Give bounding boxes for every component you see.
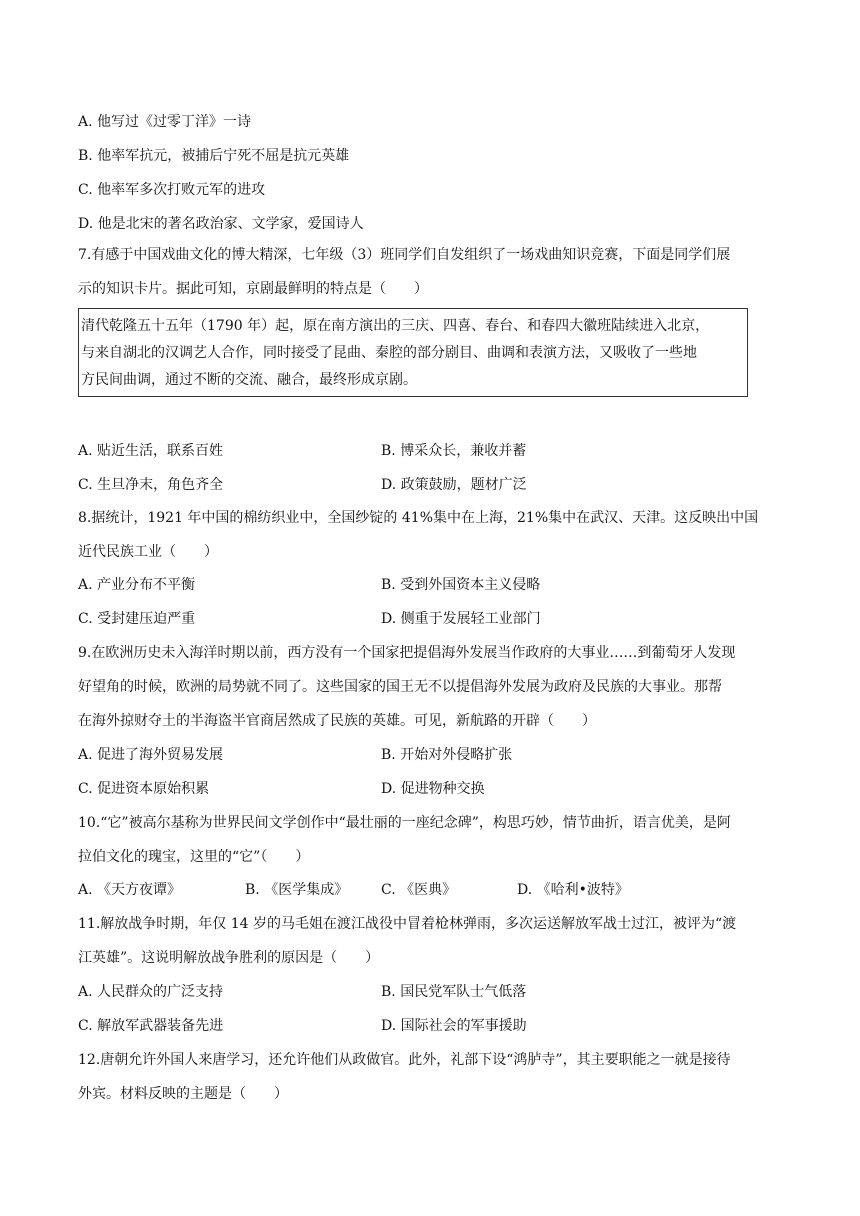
q8-option-d: D. 侧重于发展轻工业部门: [381, 611, 541, 627]
q7-card-line3: 方民间曲调，通过不断的交流、融合，最终形成京剧。: [81, 372, 417, 388]
q10-stem-line1: 10.“它”被高尔基称为世界民间文学创作中“最壮丽的一座纪念碑”，构思巧妙，情节曲折，语言优美，是阿: [78, 815, 731, 831]
q8-option-c: C. 受封建压迫严重: [78, 611, 196, 627]
q8-option-a: A. 产业分布不平衡: [78, 577, 196, 593]
q11-option-a: A. 人民群众的广泛支持: [78, 984, 224, 1000]
q9-stem-line2: 好望角的时候，欧洲的局势就不同了。这些国家的国王无不以提倡海外发展为政府及民族的大事业。那帮: [78, 679, 722, 695]
q6-option-c: C. 他率军多次打败元军的进攻: [78, 182, 266, 198]
q7-card-line1: 清代乾隆五十五年（1790 年）起，原在南方演出的三庆、四喜、春台、和春四大徽班陆续进入北京，: [81, 318, 710, 334]
q7-option-a: A. 贴近生活，联系百姓: [78, 443, 224, 459]
q7-stem-line1: 7.有感于中国戏曲文化的博大精深，七年级（3）班同学们自发组织了一场戏曲知识竞赛，下面是同学们展: [78, 247, 731, 263]
q11-option-c: C. 解放军武器装备先进: [78, 1018, 224, 1034]
q10-option-a: A. 《天方夜谭》: [78, 882, 182, 898]
q9-option-a: A. 促进了海外贸易发展: [78, 747, 224, 763]
q6-option-b: B. 他率军抗元，被捕后宁死不屈是抗元英雄: [78, 148, 350, 164]
q10-option-b: B. 《医学集成》: [245, 882, 349, 898]
q12-stem-line2: 外宾。材料反映的主题是（ ）: [78, 1086, 288, 1102]
q7-option-d: D. 政策鼓励，题材广泛: [381, 477, 527, 493]
q6-option-a: A. 他写过《过零丁洋》一诗: [78, 114, 252, 130]
q8-stem-line1: 8.据统计，1921 年中国的棉纺织业中，全国纱锭的 41%集中在上海，21%集中在武汉、天津。这反映出中国: [78, 510, 759, 526]
q7-option-c: C. 生旦净末，角色齐全: [78, 477, 224, 493]
q11-option-d: D. 国际社会的军事援助: [381, 1018, 527, 1034]
q10-option-d: D. 《哈利•波特》: [517, 882, 629, 898]
q8-option-b: B. 受到外国资本主义侵略: [381, 577, 541, 593]
q9-option-c: C. 促进资本原始积累: [78, 781, 210, 797]
q9-stem-line1: 9.在欧洲历史未入海洋时期以前，西方没有一个国家把提倡海外发展当作政府的大事业……到葡萄牙人发现: [78, 645, 736, 661]
q7-knowledge-card: [78, 308, 748, 397]
q7-option-b: B. 博采众长，兼收并蓄: [381, 443, 527, 459]
q6-option-d: D. 他是北宋的著名政治家、文学家，爱国诗人: [78, 216, 364, 232]
q11-stem-line2: 江英雄”。这说明解放战争胜利的原因是（ ）: [78, 950, 380, 966]
q10-option-c: C. 《医典》: [381, 882, 457, 898]
q8-stem-line2: 近代民族工业（ ）: [78, 544, 218, 560]
q11-option-b: B. 国民党军队士气低落: [381, 984, 527, 1000]
q11-stem-line1: 11.解放战争时期，年仅 14 岁的马毛姐在渡江战役中冒着枪林弹雨，多次运送解放军战士过江，被评为“渡: [78, 916, 737, 932]
q7-card-line2: 与来自湖北的汉调艺人合作，同时接受了昆曲、秦腔的部分剧目、曲调和表演方法，又吸收了一些地: [81, 345, 697, 361]
q9-stem-line3: 在海外掠财夺土的半海盗半官商居然成了民族的英雄。可见，新航路的开辟（ ）: [78, 713, 596, 729]
q10-stem-line2: 拉伯文化的瑰宝，这里的“它”（ ）: [78, 849, 310, 865]
q9-option-d: D. 促进物种交换: [381, 781, 485, 797]
q9-option-b: B. 开始对外侵略扩张: [381, 747, 513, 763]
q7-stem-line2: 示的知识卡片。据此可知，京剧最鲜明的特点是（ ）: [78, 281, 428, 297]
q12-stem-line1: 12.唐朝允许外国人来唐学习，还允许他们从政做官。此外，礼部下设“鸿胪寺”，其主要职能之一就是接待: [78, 1052, 731, 1068]
